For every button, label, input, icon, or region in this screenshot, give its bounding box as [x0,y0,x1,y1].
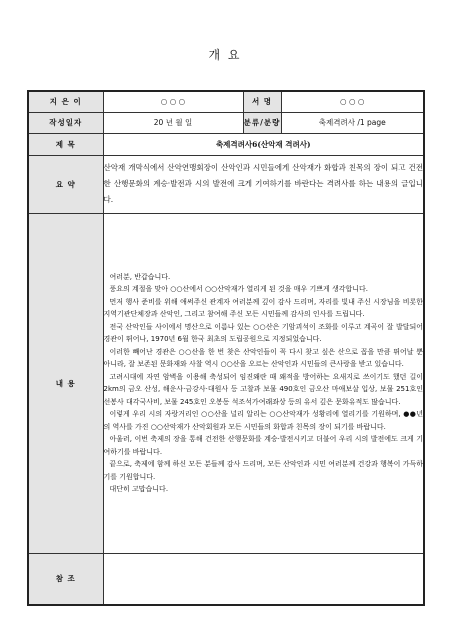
content-body [103,213,424,553]
content-row [28,213,424,553]
category-value: 축제격려사 /1 page [281,112,424,133]
content-paragraph: 여러분, 반갑습니다. [109,272,171,281]
content-paragraph: 먼저 행사 준비를 위해 애써주신 관계자 여러분께 깊이 감사 드리며, 자리를 빛내 주신 시장님을 비롯한 지역기관단체장과 산악인, 그리고 참여해 주신 모든 시민들께 감사의 인사를 드립니다. [103,297,423,318]
date-row [28,112,424,133]
summary-text: 산악재 개막식에서 산악연맹회장이 산악인과 시민들에게 산악재가 화합과 친목의 장이 되고 건전한 산행문화의 계승·발전과 시의 발전에 크게 기여하기를 바란다는 격려사를 하는 내용의 글입니다. [103,155,424,213]
content-paragraph: 대단히 고맙습니다. [109,485,169,493]
content-paragraph: 전국 산악인들 사이에서 명산으로 이름나 있는 ○○산은 기암괴석이 조화를 이루고 계곡이 잘 발달되어 경관이 뛰어나, 1970년 6월 한국 최초의 도립공원으로 지정되었습니다. [103,322,423,343]
author-value: ○ ○ ○ [103,91,243,112]
content-paragraph: 끝으로, 축제에 함께 하신 모든 분들께 감사 드리며, 모든 산악인과 시민 여러분께 건강과 행복이 가득하기를 기원합니다. [103,460,423,481]
date-label: 작성일자 [28,112,103,133]
signature-label: 서 명 [243,91,281,112]
page-title: 개 요 [208,48,242,62]
reference-row [28,553,424,605]
content-paragraph: 풍요의 계절을 맞아 ○○산에서 ○○산악재가 열리게 된 것을 매우 기쁘게 생각합니다. [109,285,369,293]
content-label: 내 용 [28,213,103,553]
reference-label: 참 조 [28,553,103,605]
title-row [28,133,424,155]
date-value: 20 년 월 일 [103,112,243,133]
author-row [28,91,424,112]
summary-form-table [27,90,425,606]
content-paragraph: 이렇게 우리 시의 자랑거리인 ○○산을 널리 알리는 ○○산악재가 성황리에 열리기를 기원하며, ●●년의 역사를 가진 ○○산악재가 산악회원과 모든 시민들의 화합과 친목의 장이 되기를 바랍니다. [103,410,423,431]
summary-row [28,155,424,213]
content-paragraph: 고려시대에 자연 암벽을 이용해 축성되어 임진왜란 때 왜적을 방어하는 요새지로 쓰이기도 했던 길이 2km의 금오 산성, 해운사·금강사·대원사 등 고찰과 보물 490호인 금오산 마애보살 입상, 보물 251호인 선봉사 대각국사비, 보물 245호인 오봉동 석조석가여래좌상 등의 유서 깊은 문화유적도 많습니다. [103,372,423,406]
content-paragraph: 아울러, 이번 축제의 장을 통해 건전한 산행문화를 계승·발전시키고 더불어 우리 시의 발전에도 크게 기여하기를 바랍니다. [103,435,423,456]
content-paragraph: 이러한 빼어난 경관은 ○○산을 한 번 찾은 산악인들이 꼭 다시 찾고 싶은 산으로 꼽을 만큼 뛰어날 뿐 아니라, 잘 보존된 문화재와 사찰 역시 ○○산을 오르는 산악인과 시민들의 큰사랑을 받고 있습니다. [103,347,423,368]
category-label: 분류/분량 [243,112,281,133]
signature-value: ○ ○ ○ [281,91,424,112]
document-title-value: 축제격려사6(산악재 격려사) [103,133,424,155]
title-label: 제 목 [28,133,103,155]
reference-value [103,553,424,605]
summary-label: 요 약 [28,155,103,213]
author-label: 지 은 이 [28,91,103,112]
